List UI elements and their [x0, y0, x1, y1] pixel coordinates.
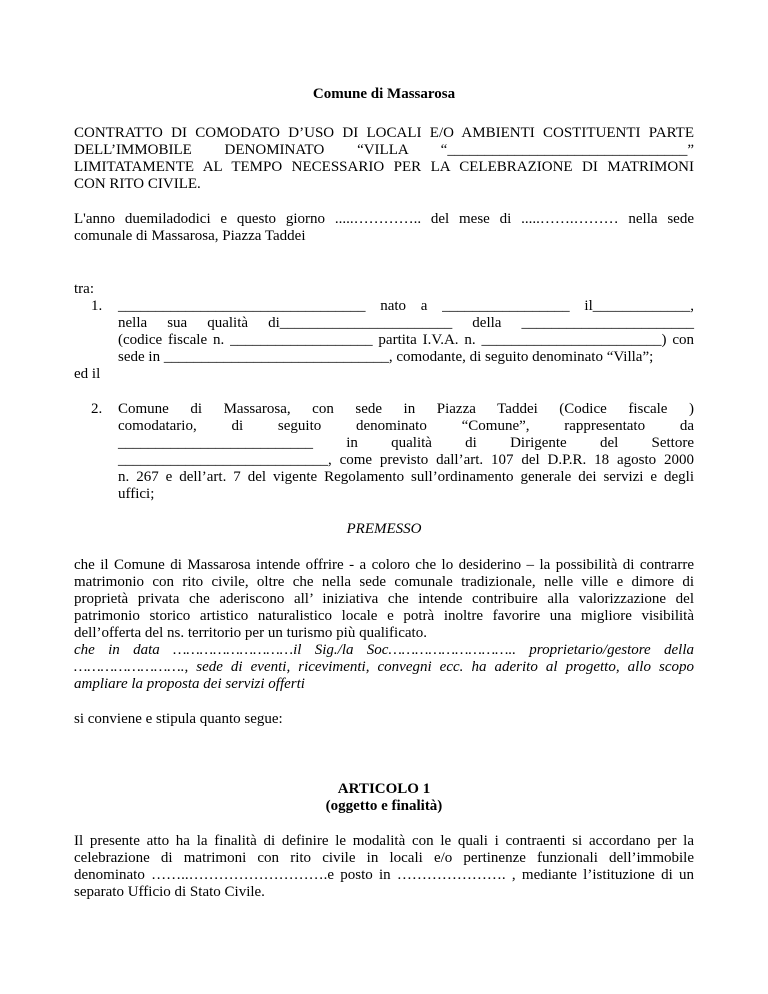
articolo-line: separato Ufficio di Stato Civile.	[74, 884, 265, 900]
premesso-italic-line: che in data ………………………il Sig./la Soc……………………….. proprietario/gestore della	[74, 642, 694, 658]
articolo-line: denominato ……..……………………….e posto in …………………. , mediante l’istituzione di un	[74, 867, 694, 883]
party-line: sede in ______________________________, comodante, di seguito denominato “Villa”;	[118, 349, 654, 365]
premesso-line: dell’offerta del ns. territorio per un turismo più qualificato.	[74, 625, 427, 641]
title-line: LIMITATAMENTE AL TEMPO NECESSARIO PER LA CELEBRAZIONE DI MATRIMONI	[74, 159, 694, 175]
intro-line: L'anno duemiladodici e questo giorno .....………….. del mese di .....…….……… nella sede	[74, 211, 694, 227]
premesso-line: matrimonio con rito civile, oltre che nella sede comunale tradizionale, nelle ville e dimore di	[74, 574, 694, 590]
party-line: uffici;	[118, 486, 155, 502]
party-number: 1.	[91, 298, 103, 314]
title-line: DELL’IMMOBILE DENOMINATO “VILLA “________________________________”	[74, 142, 694, 158]
premesso-italic-line: ……………………., sede di eventi, ricevimenti, convegni ecc. ha aderito al progetto, allo scopo	[74, 659, 694, 675]
party-line: _________________________________ nato a _________________ il_____________,	[118, 298, 694, 314]
intro-line: comunale di Massarosa, Piazza Taddei	[74, 228, 306, 244]
articolo-heading: ARTICOLO 1	[337, 781, 431, 797]
title-line: CONTRATTO DI COMODATO D’USO DI LOCALI E/O AMBIENTI COSTITUENTI PARTE	[74, 125, 694, 141]
articolo-line: celebrazione di matrimoni con rito civile in locali e/o pertinenze funzionali dell’immobile	[74, 850, 694, 866]
premesso-heading: PREMESSO	[346, 521, 422, 537]
comune-header: Comune di Massarosa	[312, 86, 456, 102]
party-line: Comune di Massarosa, con sede in Piazza Taddei (Codice fiscale )	[118, 401, 694, 417]
party-number: 2.	[91, 401, 103, 417]
premesso-line: che il Comune di Massarosa intende offrire - a coloro che lo desiderino – la possibilità di contrarre	[74, 557, 694, 573]
party-line: ____________________________, come previsto dall’art. 107 del D.P.R. 18 agosto 2000	[118, 452, 694, 468]
tra-label: tra:	[74, 281, 94, 297]
conviene-line: si conviene e stipula quanto segue:	[74, 711, 283, 727]
party-line: comodatario, di seguito denominato “Comune”, rappresentato da	[118, 418, 694, 434]
party-line: (codice fiscale n. ___________________ partita I.V.A. n. ________________________) con	[118, 332, 694, 348]
articolo-subheading: (oggetto e finalità)	[325, 798, 443, 814]
party-line: nella sua qualità di_______________________ della _______________________	[118, 315, 694, 331]
party-line: __________________________ in qualità di Dirigente del Settore	[118, 435, 694, 451]
party-line: n. 267 e dell’art. 7 del vigente Regolamento sull’ordinamento generale dei servizi e degli	[118, 469, 694, 485]
premesso-line: proprietà privata che aderiscono all’ iniziativa che intende contribuire alla valorizzazione del	[74, 591, 694, 607]
premesso-italic-line: ampliare la proposta dei servizi offerti	[74, 676, 305, 692]
title-line: CON RITO CIVILE.	[74, 176, 201, 192]
articolo-line: Il presente atto ha la finalità di definire le modalità con le quali i contraenti si accordano per la	[74, 833, 694, 849]
premesso-line: patrimonio storico artistico naturalistico locale e potrà inoltre favorire una migliore visibilità	[74, 608, 694, 624]
ed-il-label: ed il	[74, 366, 101, 382]
